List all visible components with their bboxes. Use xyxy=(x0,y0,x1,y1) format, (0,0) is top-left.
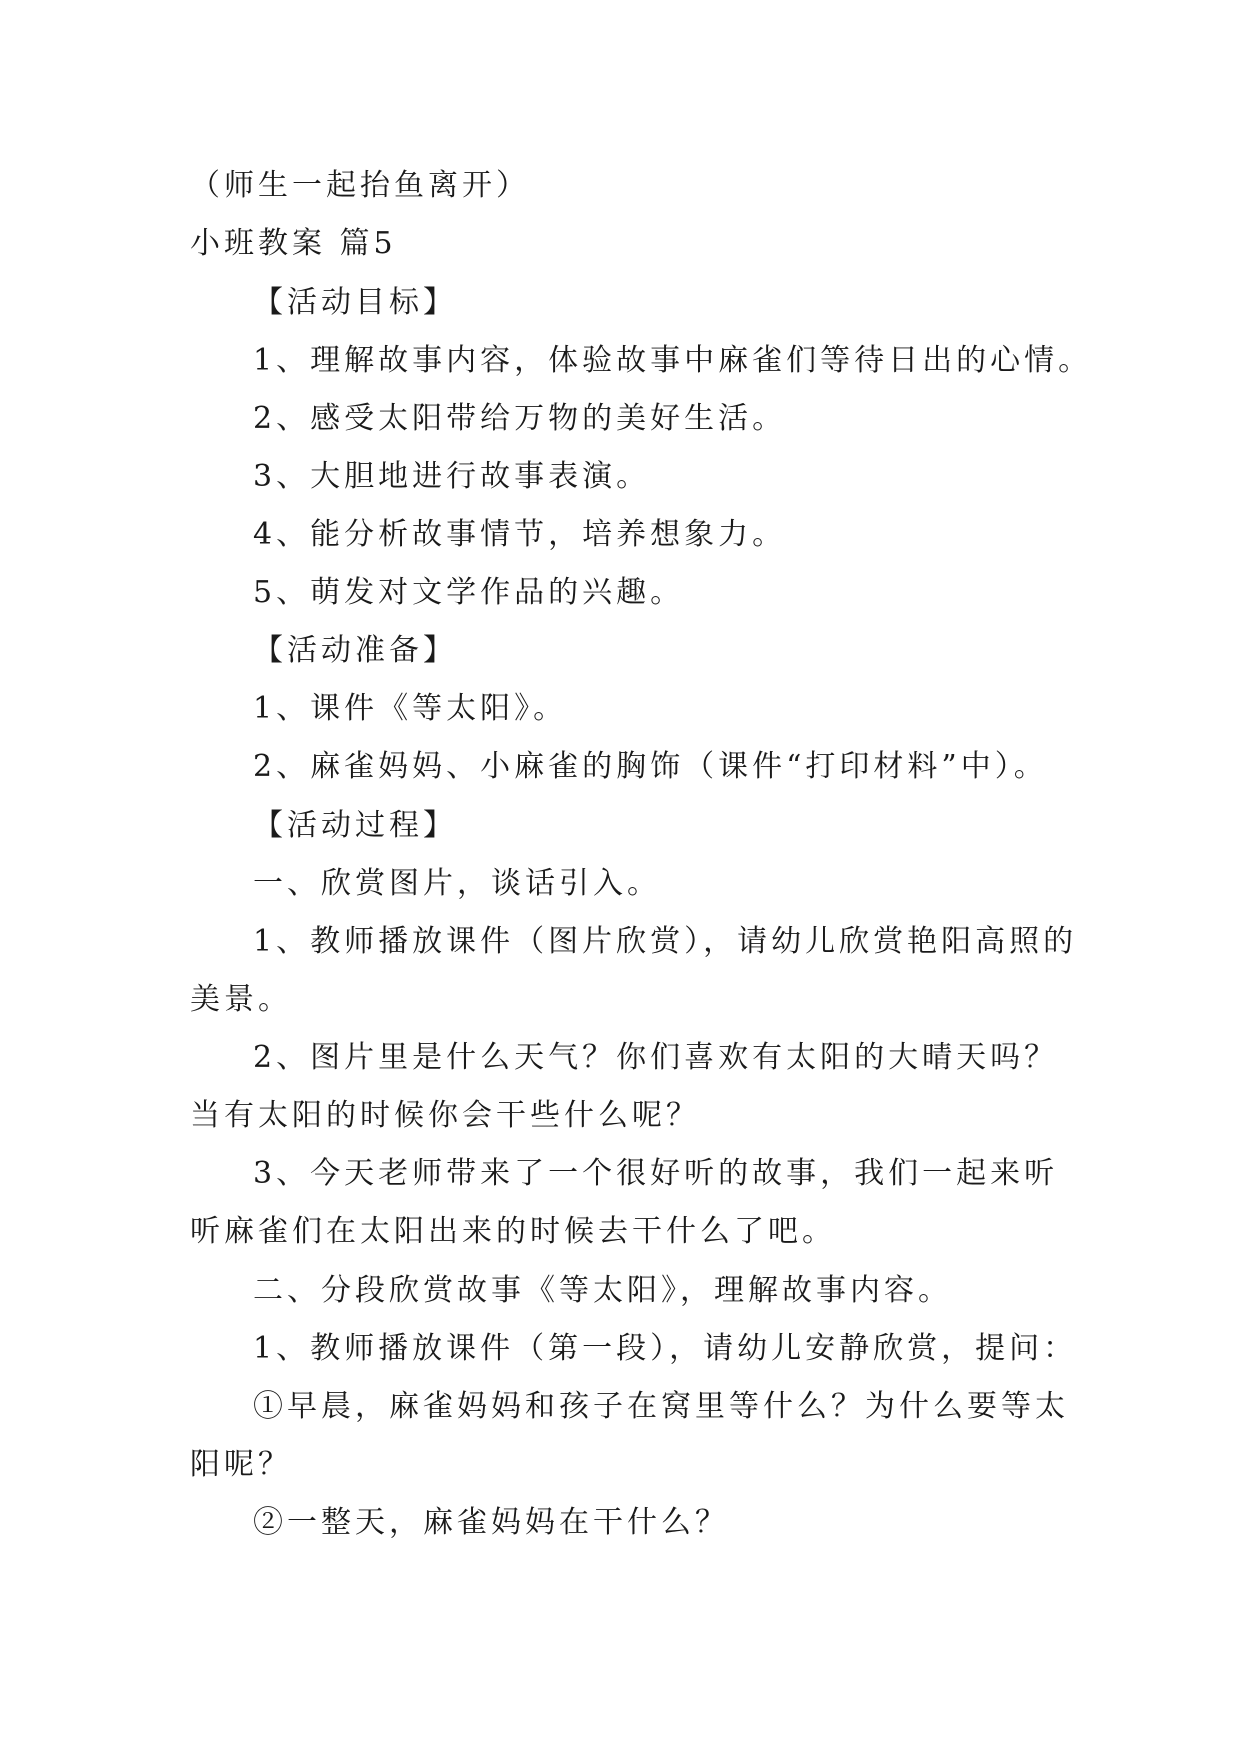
text-line: 3、大胆地进行故事表演。 xyxy=(253,459,651,494)
text-line: 4、能分析故事情节，培养想象力。 xyxy=(253,517,787,552)
text-line: 2、感受太阳带给万物的美好生活。 xyxy=(253,401,787,436)
text-line: 二、分段欣赏故事《等太阳》，理解故事内容。 xyxy=(253,1273,952,1308)
text-line: ①早晨，麻雀妈妈和孩子在窝里等什么？为什么要等太 xyxy=(253,1389,1069,1424)
text-line: 阳呢？ xyxy=(190,1447,292,1482)
text-line: （师生一起抬鱼离开） xyxy=(190,168,530,203)
text-line: 一、欣赏图片，谈话引入。 xyxy=(253,866,661,901)
subsection-heading: 【活动过程】 xyxy=(253,808,457,843)
subsection-heading: 【活动目标】 xyxy=(253,285,457,320)
text-line: 1、教师播放课件（图片欣赏），请幼儿欣赏艳阳高照的 xyxy=(253,924,1078,959)
text-line: 5、萌发对文学作品的兴趣。 xyxy=(253,575,685,610)
text-line: 2、图片里是什么天气？你们喜欢有太阳的大晴天吗？ xyxy=(253,1040,1059,1075)
text-line: 1、理解故事内容，体验故事中麻雀们等待日出的心情。 xyxy=(253,343,1093,378)
section-heading: 小班教案 篇5 xyxy=(190,226,397,261)
text-line: 1、课件《等太阳》。 xyxy=(253,691,568,726)
text-line: 3、今天老师带来了一个很好听的故事，我们一起来听 xyxy=(253,1156,1059,1191)
text-line: 听麻雀们在太阳出来的时候去干什么了吧。 xyxy=(190,1214,836,1249)
text-line: 2、麻雀妈妈、小麻雀的胸饰（课件“打印材料”中）。 xyxy=(253,749,1048,784)
text-line: ②一整天，麻雀妈妈在干什么？ xyxy=(253,1505,729,1540)
subsection-heading: 【活动准备】 xyxy=(253,633,457,668)
text-line: 美景。 xyxy=(190,982,292,1017)
text-line: 1、教师播放课件（第一段），请幼儿安静欣赏，提问： xyxy=(253,1331,1078,1366)
text-line: 当有太阳的时候你会干些什么呢？ xyxy=(190,1098,700,1133)
